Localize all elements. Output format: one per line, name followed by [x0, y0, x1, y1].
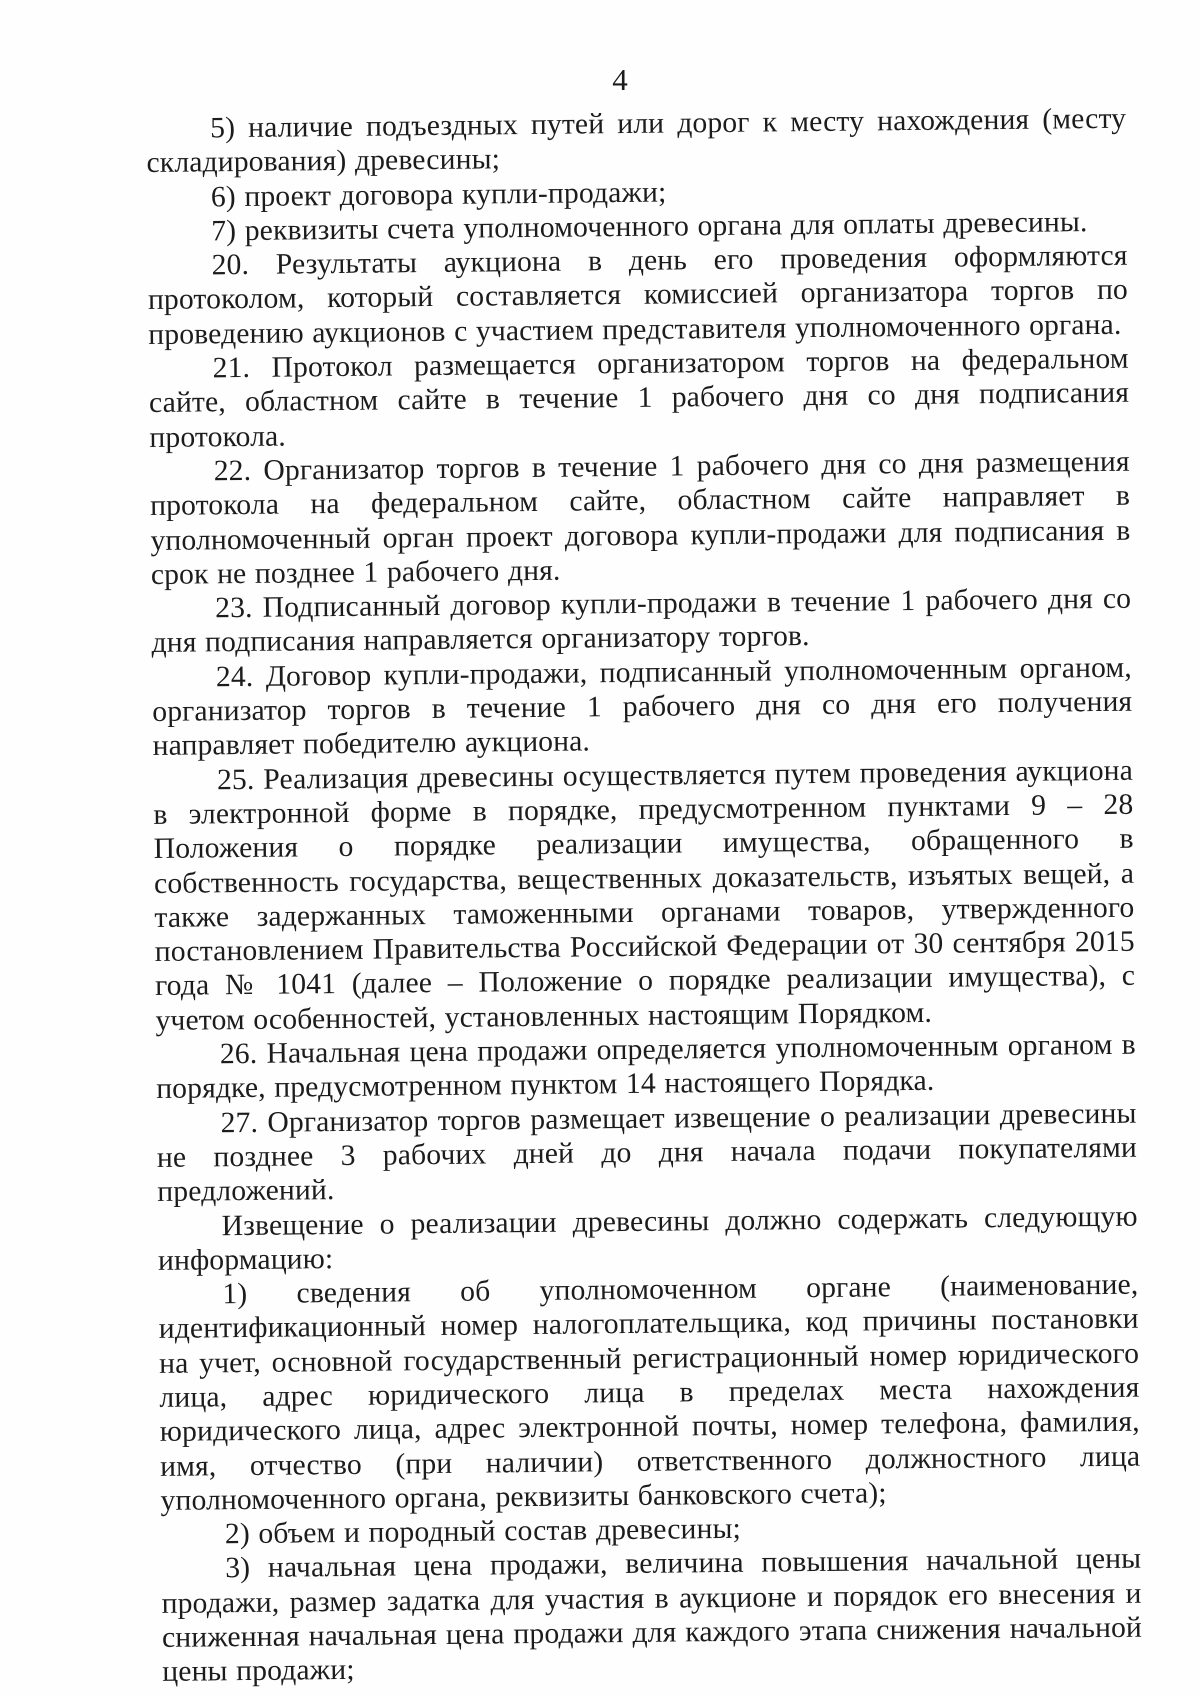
paragraph-notice-item-3: 3) начальная цена продажи, величина повышения начальной цены продажи, размер задатка для участия в аукционе и порядок его внесения и сниженная начальная цена продажи для каждого этапа снижения начальной цены продажи;	[161, 1543, 1143, 1689]
paragraph-clause-22: 22. Организатор торгов в течение 1 рабочего дня со дня размещения протокола на федеральном сайте, областном сайте направляет в уполномоченный орган проект договора купли-продажи для подписания в срок не позднее 1 рабочего дня.	[149, 445, 1131, 591]
paragraph-clause-24: 24. Договор купли-продажи, подписанный уполномоченным органом, организатор торгов в течение 1 рабочего дня со дня его получения направляет победителю аукциона.	[152, 651, 1133, 763]
paragraph-clause-20: 20. Результаты аукциона в день его проведения оформляются протоколом, который составляется комиссией организатора торгов по проведению аукционов с участием представителя уполномоченного органа.	[147, 239, 1129, 351]
paragraph-item-7: 7) реквизиты счета уполномоченного органа для оплаты древесины.	[211, 206, 1088, 248]
paragraph-clause-27: 27. Организатор торгов размещает извещение о реализации древесины не позднее 3 рабочих дней до дня начала подачи покупателями предложений.	[156, 1097, 1138, 1209]
document-body	[146, 102, 1142, 1690]
paragraph-clause-21: 21. Протокол размещается организатором торгов на федеральном сайте, областном сайте в течение 1 рабочего дня со дня подписания протокола.	[148, 342, 1130, 454]
paragraph-clause-26: 26. Начальная цена продажи определяется уполномоченным органом в порядке, предусмотренном пунктом 14 настоящего Порядка.	[156, 1028, 1136, 1106]
paragraph-notice-item-1: 1) сведения об уполномоченном органе (наименование, идентификационный номер налогоплательщика, код причины постановки на учет, основной государственный регистрационный номер юридического лица, адрес юридического лица в пределах места нахождения юридического лица, адрес электронной почты, номер телефона, фамилия, имя, отчество (при наличии) ответственного должностного лица уполномоченного органа, реквизиты банковского счета);	[158, 1268, 1141, 1517]
paragraph-clause-25: 25. Реализация древесины осуществляется путем проведения аукциона в электронной форме в порядке, предусмотренном пунктами 9 – 28 Положения о порядке реализации имущества, обращенного в собственность государства, вещественных доказательств, изъятых вещей, а также задержанных таможенными органами товаров, утвержденного постановлением Правительства Российской Федерации от 30 сентября 2015 года № 1041 (далее – Положение о порядке реализации имущества), с учетом особенностей, установленных настоящим Порядком.	[153, 754, 1136, 1037]
page-number: 4	[612, 62, 628, 97]
paragraph-notice-intro: Извещение о реализации древесины должно содержать следующую информацию:	[157, 1200, 1138, 1277]
paragraph-notice-item-2: 2) объем и породный состав древесины;	[224, 1513, 742, 1551]
paragraph-item-6: 6) проект договора купли-продажи;	[210, 176, 667, 213]
paragraph-clause-23: 23. Подписанный договор купли-продажи в течение 1 рабочего дня со дня подписания направляется организатору торгов.	[151, 582, 1132, 660]
paragraph-item-5: 5) наличие подъездных путей или дорог к месту нахождения (месту складирования) древесины;	[146, 102, 1127, 180]
